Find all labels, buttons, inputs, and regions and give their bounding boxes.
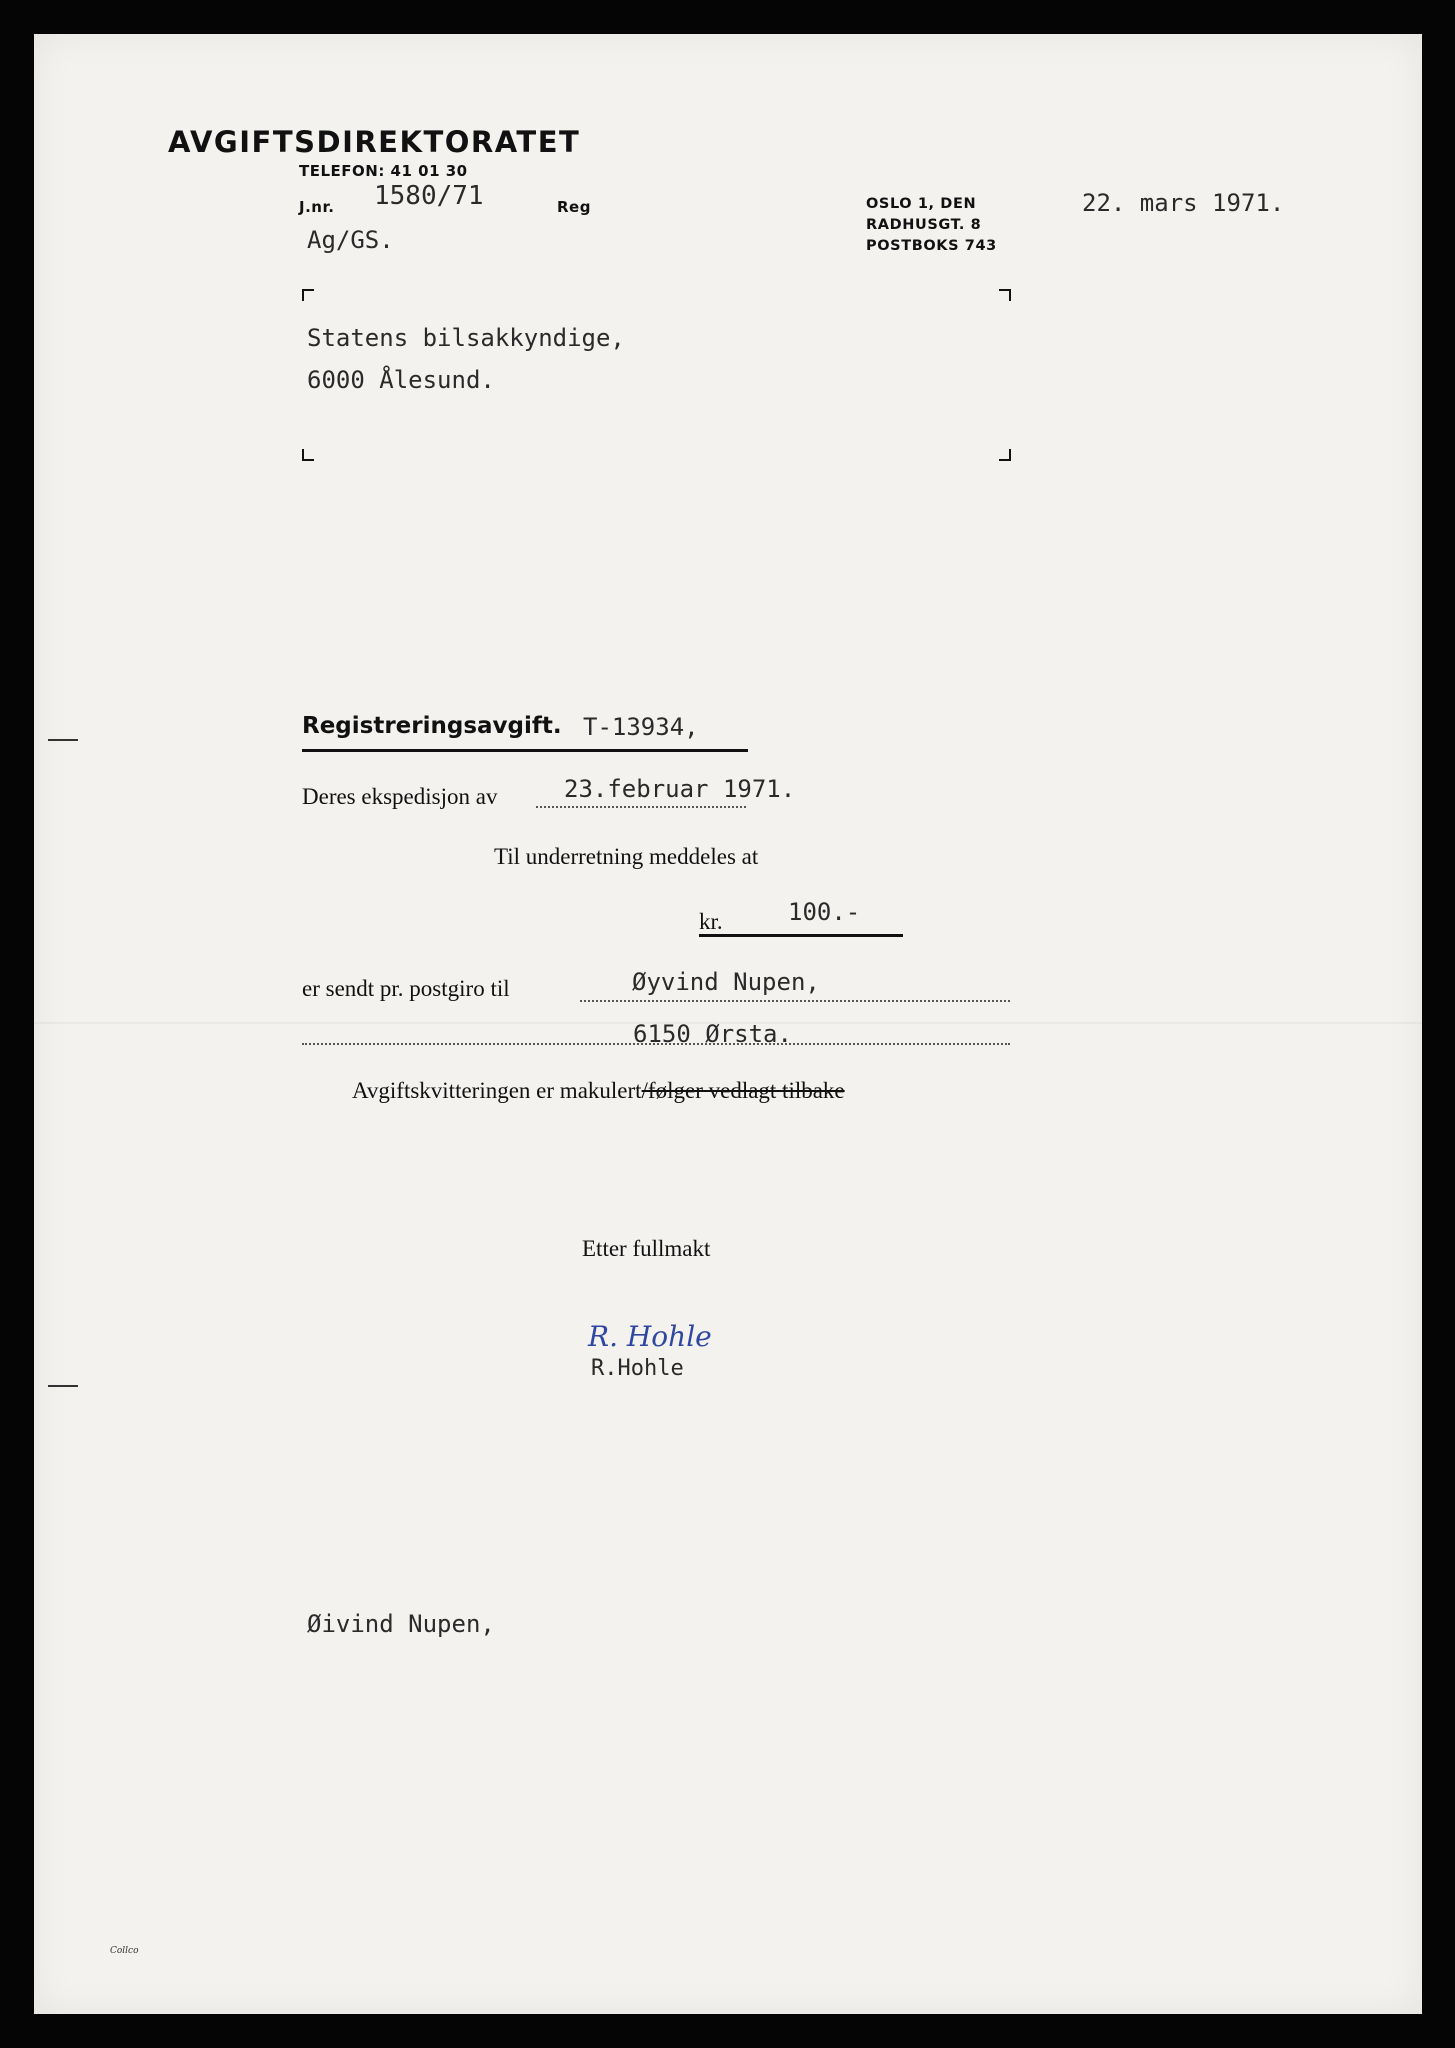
- expedition-label: Deres ekspedisjon av: [302, 784, 498, 809]
- payee-city: 6150 Ørsta.: [633, 1020, 792, 1048]
- reference: Ag/GS.: [307, 226, 394, 254]
- payee-name: Øyvind Nupen,: [632, 968, 820, 996]
- heading-underline: [302, 749, 748, 752]
- form-heading: Registreringsavgift.: [302, 713, 562, 739]
- recipient-line1: Statens bilsakkyndige,: [307, 324, 625, 352]
- notice-text: Til underretning meddeles at: [494, 844, 759, 869]
- window-corner-tl: [302, 289, 314, 301]
- address-block: [866, 194, 997, 257]
- address-line: POSTBOKS 743: [866, 238, 997, 254]
- receipt-text: Avgiftskvitteringen er makulert: [352, 1078, 642, 1103]
- address-line: RADHUSGT. 8: [866, 217, 982, 233]
- payee-dotted-line: [580, 1000, 1010, 1002]
- amount-value: 100.-: [788, 898, 861, 926]
- window-corner-tr: [999, 289, 1011, 301]
- reg-label: Reg: [557, 198, 591, 216]
- expedition-dotted-line: [536, 806, 746, 808]
- organization-name: AVGIFTSDIREKTORATET: [168, 125, 581, 159]
- city-dotted-line: [302, 1043, 1010, 1045]
- margin-mark: [48, 1385, 78, 1387]
- printer-mark: Collco: [110, 1946, 139, 1956]
- signatory-name: R.Hohle: [591, 1356, 684, 1381]
- signoff: Etter fullmakt: [582, 1236, 711, 1261]
- handwritten-signature: R. Hohle: [588, 1320, 712, 1353]
- expedition-date: 23.februar 1971.: [564, 775, 796, 803]
- receipt-struck-text: /følger vedlagt tilbake: [641, 1078, 845, 1103]
- window-corner-bl: [302, 449, 314, 461]
- amount-underline: [699, 934, 903, 937]
- window-corner-br: [999, 449, 1011, 461]
- registration-number: T-13934,: [583, 713, 699, 741]
- jnr-value: 1580/71: [374, 181, 484, 211]
- telephone: TELEFON: 41 01 30: [299, 162, 468, 180]
- letter-date: 22. mars 1971.: [1082, 189, 1285, 217]
- receipt-line: [352, 1078, 845, 1104]
- recipient-line2: 6000 Ålesund.: [307, 366, 495, 394]
- sent-label: er sendt pr. postgiro til: [302, 976, 510, 1001]
- amount-label: kr.: [699, 909, 723, 934]
- copy-recipient: Øivind Nupen,: [307, 1610, 495, 1638]
- jnr-label: J.nr.: [299, 198, 335, 216]
- margin-mark: [48, 739, 78, 741]
- letter-page: [34, 34, 1422, 2014]
- address-line: OSLO 1, DEN: [866, 196, 977, 212]
